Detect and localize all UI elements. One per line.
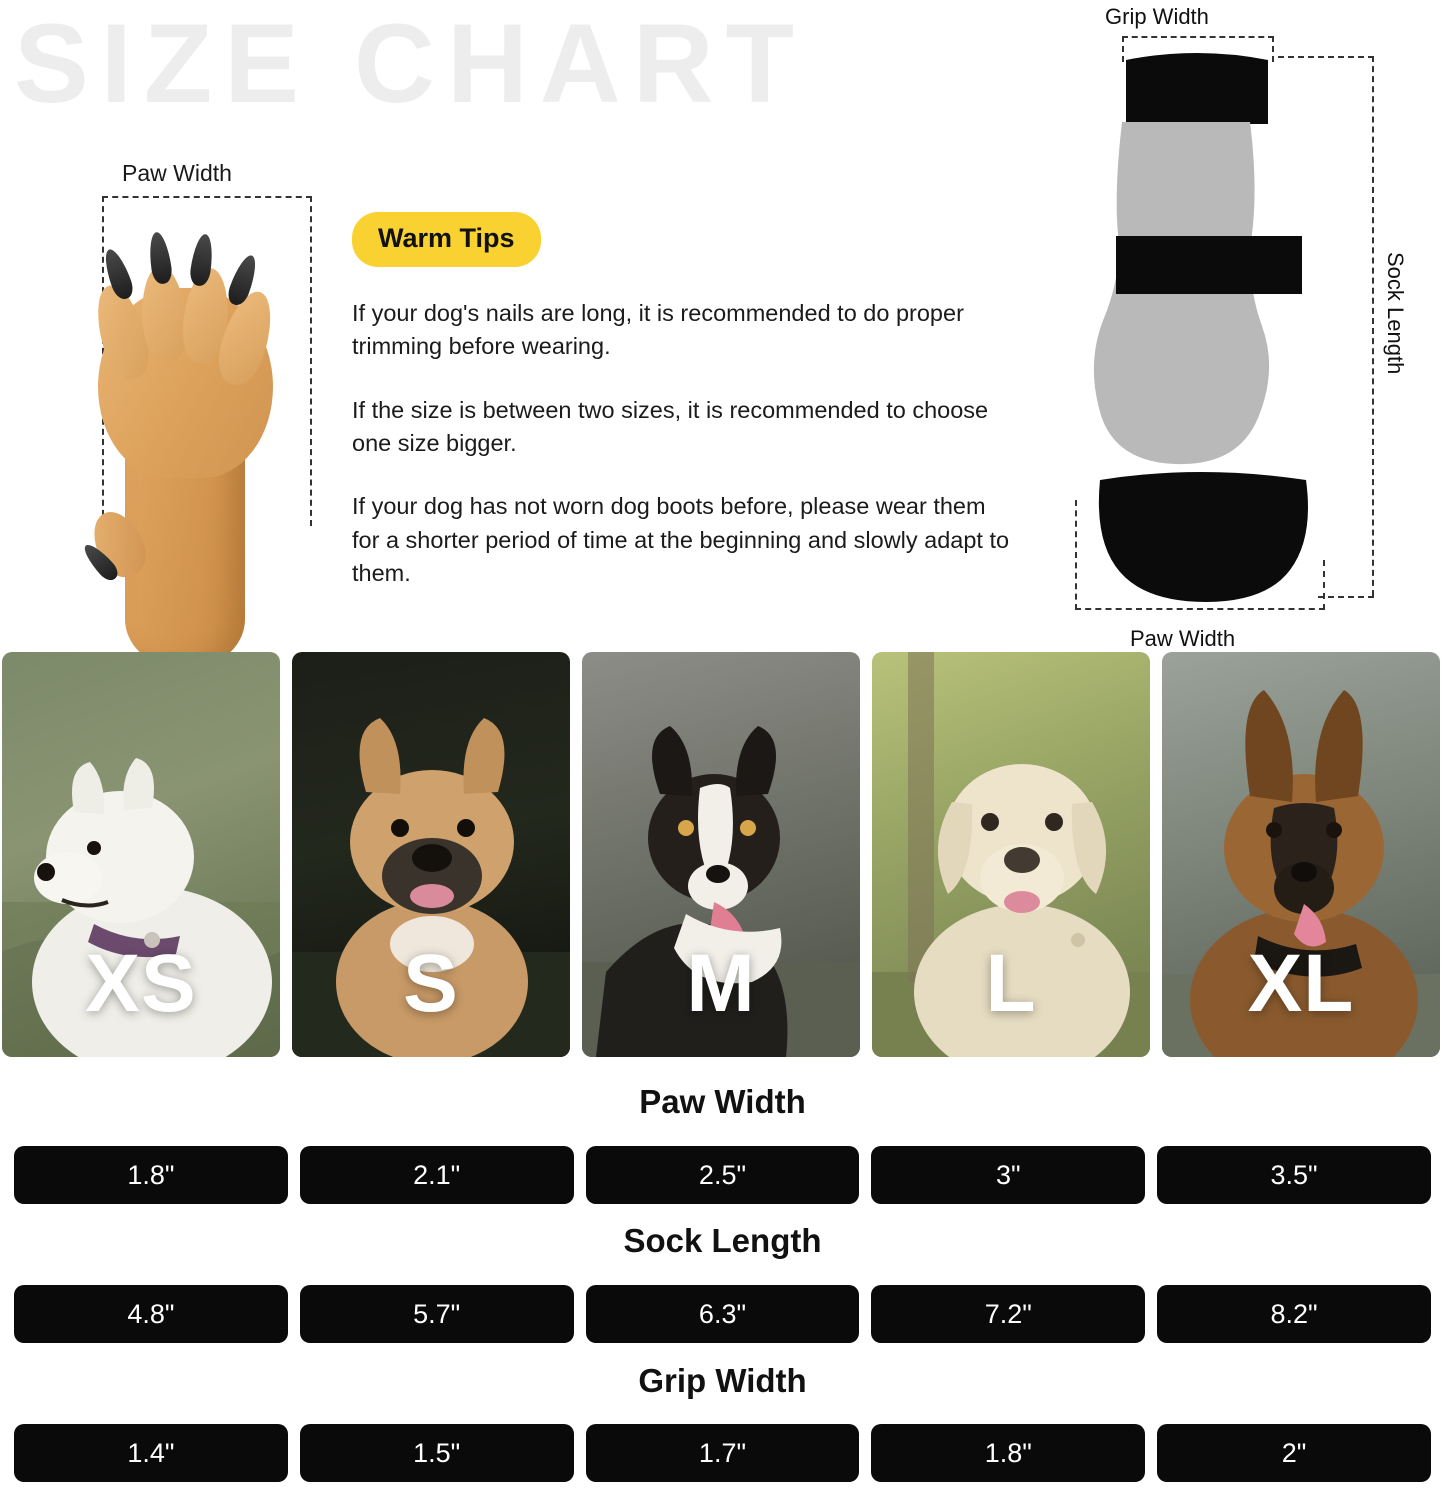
grip-width-value-l: 1.8" (871, 1424, 1145, 1482)
size-label-l: L (985, 938, 1037, 1029)
paw-width-value-xl: 3.5" (1157, 1146, 1431, 1204)
sock-length-value-l: 7.2" (871, 1285, 1145, 1343)
dog-sock-illustration (1060, 50, 1350, 620)
diagram-sock-length-line (1372, 56, 1374, 596)
dog-paw-illustration (70, 210, 300, 650)
sock-length-value-s: 5.7" (300, 1285, 574, 1343)
paw-width-value-m: 2.5" (586, 1146, 860, 1204)
grip-width-value-xs: 1.4" (14, 1424, 288, 1482)
size-card-xl[interactable] (1162, 652, 1440, 1057)
paw-width-section-title: Paw Width (639, 1083, 806, 1120)
paw-width-value-s: 2.1" (300, 1146, 574, 1204)
paw-width-value-l: 3" (871, 1146, 1145, 1204)
size-photo-row (0, 652, 1445, 1062)
diagram-paw-width-label: Paw Width (1130, 626, 1236, 651)
paw-width-value-xs: 1.8" (14, 1146, 288, 1204)
size-label-s: S (403, 938, 459, 1029)
diagram-grip-width-line (1122, 36, 1274, 38)
warm-tip-2: If the size is between two sizes, it is recommended to choose one size bigger. (352, 396, 989, 457)
size-card-l[interactable] (872, 652, 1150, 1057)
sock-length-value-xl: 8.2" (1157, 1285, 1431, 1343)
grip-width-value-m: 1.7" (586, 1424, 860, 1482)
diagram-sock-length-tick-top (1278, 56, 1374, 58)
diagram-paw-width-line (1075, 608, 1325, 610)
size-label-xl: XL (1247, 938, 1355, 1029)
diagram-paw-width-tick-left (1075, 500, 1077, 610)
warm-tip-1: If your dog's nails are long, it is recommended to do proper trimming before wearing. (352, 300, 964, 360)
grip-width-value-xl: 2" (1157, 1424, 1431, 1482)
diagram-sock-length-label: Sock Length (1383, 252, 1408, 375)
grip-width-value-row (0, 1424, 1445, 1482)
size-label-xs: XS (85, 938, 197, 1029)
paw-width-tick-right (310, 196, 312, 526)
paw-width-label: Paw Width (122, 160, 232, 186)
size-card-xs[interactable] (2, 652, 280, 1057)
grip-width-section-title: Grip Width (638, 1362, 807, 1399)
size-card-m[interactable] (582, 652, 860, 1057)
warm-tip-3: If your dog has not worn dog boots before, please wear them for a shorter period of time at the beginning and slowly adapt to them. (352, 493, 1010, 587)
sock-length-value-xs: 4.8" (14, 1285, 288, 1343)
size-card-s[interactable] (292, 652, 570, 1057)
size-label-m: M (686, 938, 756, 1029)
warm-tips-block (352, 212, 1032, 591)
warm-tips-badge: Warm Tips (352, 212, 541, 267)
sock-length-section-title: Sock Length (623, 1222, 822, 1259)
sock-length-value-row (0, 1285, 1445, 1343)
sock-length-value-m: 6.3" (586, 1285, 860, 1343)
diagram-paw-width-tick-right (1323, 560, 1325, 610)
grip-width-value-s: 1.5" (300, 1424, 574, 1482)
paw-width-value-row (0, 1146, 1445, 1204)
paw-width-dimension-line (102, 196, 312, 198)
page-title: SIZE CHART (14, 1, 806, 126)
paw-photo-block (30, 160, 300, 650)
diagram-sock-length-tick-bottom (1318, 596, 1374, 598)
diagram-grip-width-label: Grip Width (1105, 4, 1209, 29)
